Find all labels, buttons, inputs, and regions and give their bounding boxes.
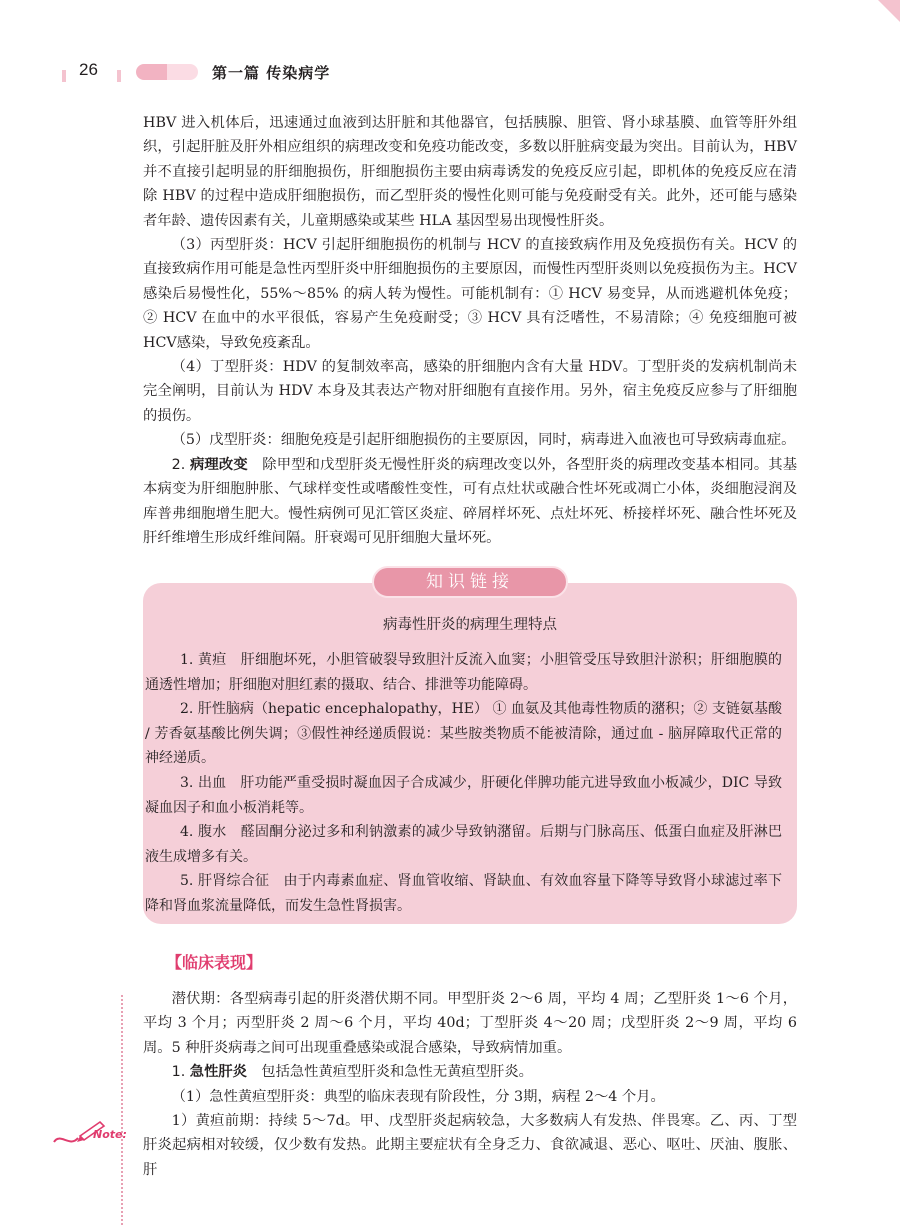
acute-text: 包括急性黄疸型肝炎和急性无黄疸型肝炎。 — [261, 1064, 533, 1081]
paragraph-hcv: （3）丙型肝炎：HCV 引起肝细胞损伤的机制与 HCV 的直接致病作用及免疫损伤有关。HCV 的直接致病作用可能是急性丙型肝炎中肝细胞损伤的主要原因，而慢性丙型肝炎则以免疫损伤为主。HCV 感染后易慢性化，55%～85% 的病人转为慢性。可能机制有：① HCV 易变异，从而逃避机体免疫；② HCV 在血中的水平很低，容易产生免疫耐受；③ HCV 具有泛嗜性，不易清除；④ 免疫细胞可被 HCV感染，导致免疫紊乱。 — [143, 237, 797, 351]
paragraph-hbv: HBV 进入机体后，迅速通过血液到达肝脏和其他器官，包括胰腺、胆管、肾小球基膜、血管等肝外组织，引起肝脏及肝外相应组织的病理改变和免疫功能改变，多数以肝脏病变最为突出。目前认为，HBV 并不直接引起明显的肝细胞损伤，肝细胞损伤主要由病毒诱发的免疫反应引起，即机体的免疫反应在清除 HBV 的过程中造成肝细胞损伤，而乙型肝炎的慢性化则可能与免疫耐受有关。此外，还可能与感染者年龄、遗传因素有关，儿童期感染或某些 HLA 基因型易出现慢性肝炎。 — [143, 115, 797, 229]
main-text-top — [143, 111, 797, 550]
header-bar-left — [62, 70, 66, 82]
pathology-heading: 病理改变 — [189, 456, 248, 473]
paragraph-hdv: （4）丁型肝炎：HDV 的复制效率高，感染的肝细胞内含有大量 HDV。丁型肝炎的发病机制尚未完全阐明，目前认为 HDV 本身及其表达产物对肝细胞有直接作用。另外，宿主免疫反应参与了肝细胞的损伤。 — [143, 359, 797, 424]
pathology-text: 除甲型和戊型肝炎无慢性肝炎的病理改变以外，各型肝炎的病理改变基本相同。其基本病变为肝细胞肿胀、气球样变性或嗜酸性变性，可有点灶状或融合性坏死或凋亡小体，炎细胞浸润及库普弗细胞增生肥大。慢性病例可见汇管区炎症、碎屑样坏死、点灶坏死、桥接样坏死、融合性坏死及肝纤维增生形成纤维间隔。肝衰竭可见肝细胞大量坏死。 — [143, 456, 798, 546]
note-margin-line — [121, 995, 123, 1225]
header-pill-decoration — [136, 64, 198, 80]
paragraph-hev: （5）戊型肝炎：细胞免疫是引起肝细胞损伤的主要原因，同时，病毒进入血液也可导致病毒血症。 — [171, 432, 796, 449]
pathology-number: 2. — [171, 456, 186, 473]
paragraph-incubation: 潜伏期：各型病毒引起的肝炎潜伏期不同。甲型肝炎 2～6 周，平均 4 周；乙型肝炎 1～6 个月，平均 3 个月；丙型肝炎 2 周～6 个月，平均 40d；丁型肝炎 4～20 周；戊型肝炎 2～9 周，平均 6周。5 种肝炎病毒之间可出现重叠感染或混合感染，导致病情加重。 — [143, 991, 797, 1056]
knowledge-box-title: 病毒性肝炎的病理生理特点 — [383, 617, 557, 633]
acute-number: 1. — [171, 1064, 186, 1081]
knowledge-item-encephalopathy: 2. 肝性脑病（hepatic encephalopathy，HE） ① 血氨及其他毒性物质的潴积；② 支链氨基酸 / 芳香氨基酸比例失调；③假性神经递质假说：某些胺类物质不能被清除，通过血 - 脑屏障取代正常的神经递质。 — [145, 701, 782, 767]
header-bar-right — [117, 70, 121, 82]
knowledge-item-bleeding: 3. 出血 肝功能严重受损时凝血因子合成减少，肝硬化伴脾功能亢进导致血小板减少，DIC 导致凝血因子和血小板消耗等。 — [145, 774, 782, 816]
page-corner-decoration — [878, 0, 900, 22]
knowledge-link-tab: 知识链接 — [372, 566, 568, 598]
knowledge-item-ascites: 4. 腹水 醛固酮分泌过多和利钠激素的减少导致钠潴留。后期与门脉高压、低蛋白血症及肝淋巴液生成增多有关。 — [145, 824, 782, 865]
paragraph-acute — [143, 1060, 797, 1084]
paragraph-jaundice-type: （1）急性黄疸型肝炎：典型的临床表现有阶段性，分 3期，病程 2～4 个月。 — [171, 1088, 665, 1105]
knowledge-box-body — [145, 648, 782, 919]
knowledge-item-hepatorenal: 5. 肝肾综合征 由于内毒素血症、肾血管收缩、肾缺血、有效血容量下降等导致肾小球滤过率下降和肾血浆流量降低，而发生急性肾损害。 — [145, 873, 782, 914]
section-heading-clinical: 【临床表现】 — [166, 953, 263, 972]
paragraph-pathology — [143, 453, 797, 551]
paragraph-pre-icteric: 1）黄疸前期：持续 5～7d。甲、戊型肝炎起病较急，大多数病人有发热、伴畏寒。乙、丙、丁型肝炎起病相对较缓，仅少数有发热。此期主要症状有全身乏力、食欲减退、恶心、呕吐、厌油、腹胀、肝 — [143, 1113, 797, 1178]
page-number: 26 — [79, 60, 98, 79]
acute-heading: 急性肝炎 — [189, 1064, 247, 1081]
chapter-title: 第一篇 传染病学 — [212, 64, 331, 82]
main-text-bottom — [143, 987, 797, 1182]
note-label: Note: — [93, 1128, 127, 1141]
knowledge-item-jaundice: 1. 黄疸 肝细胞坏死，小胆管破裂导致胆汁反流入血窦；小胆管受压导致胆汁淤积；肝细胞膜的通透性增加；肝细胞对胆红素的摄取、结合、排泄等功能障碍。 — [145, 652, 782, 693]
